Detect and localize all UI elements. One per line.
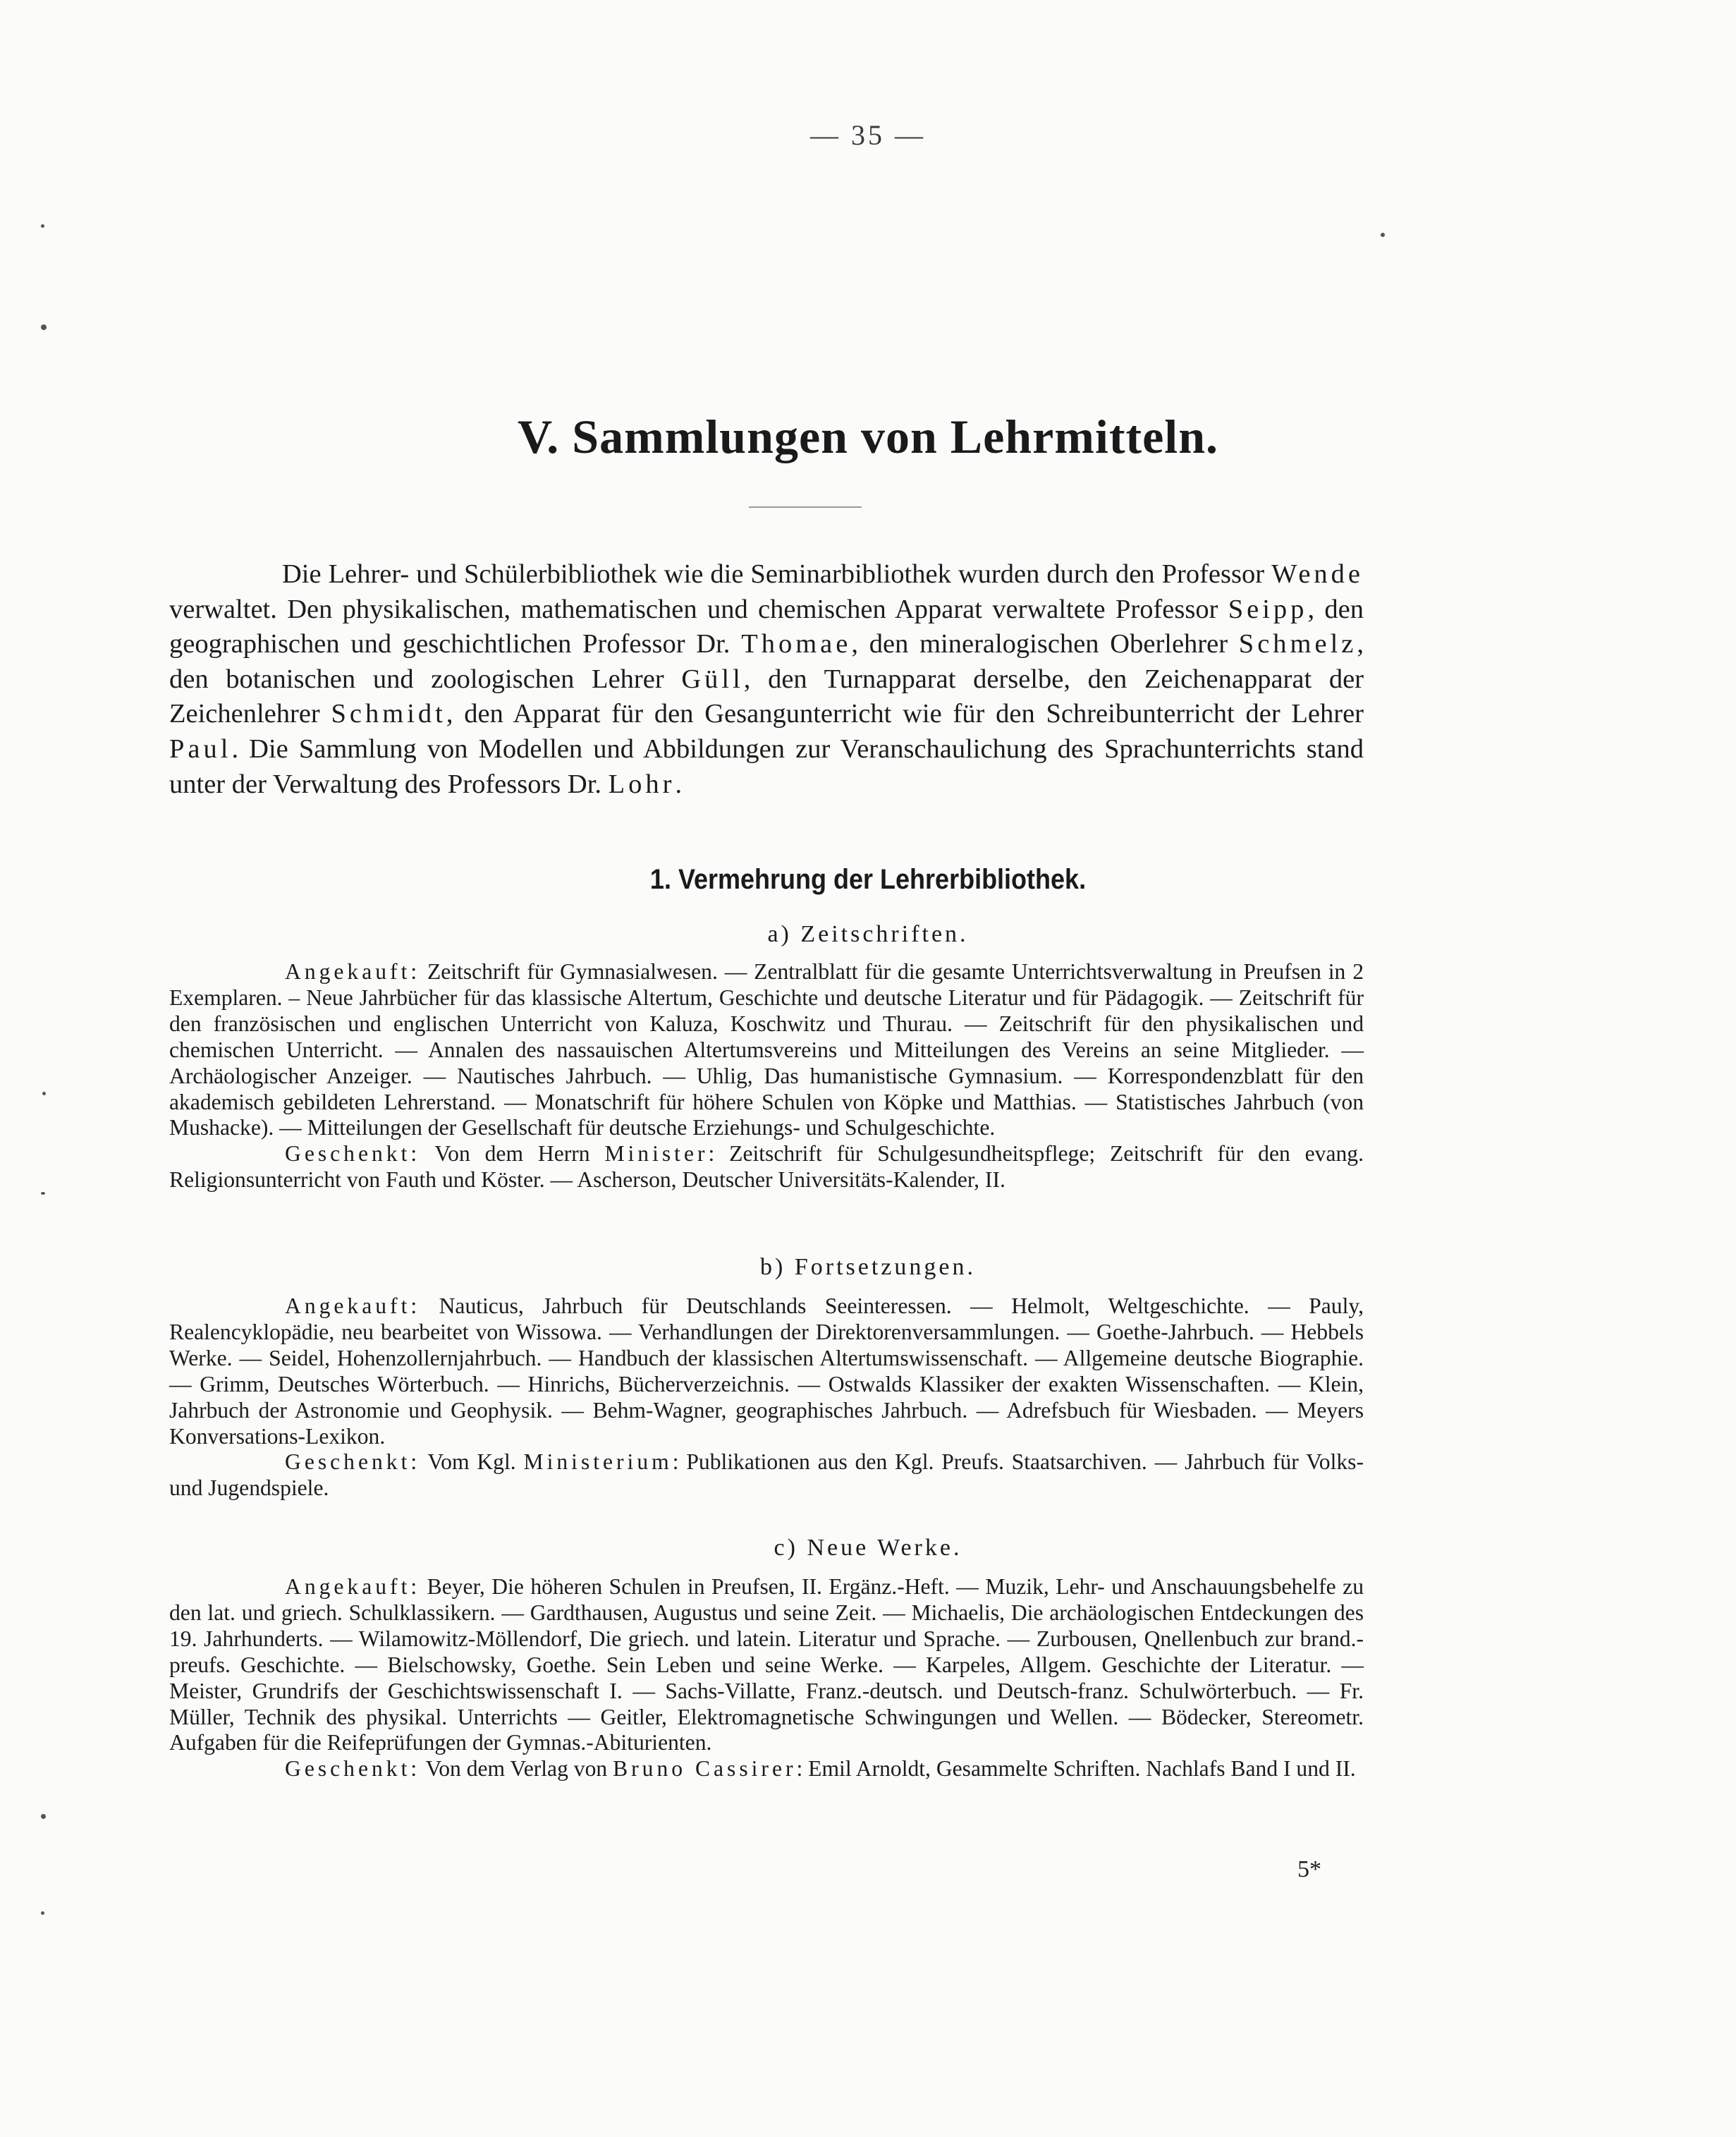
purchased-paragraph <box>169 959 1364 1141</box>
subsection-heading-b: b) Fortsetzungen. <box>760 1254 976 1280</box>
intro-paragraph <box>169 557 1364 802</box>
margin-speck <box>41 1192 45 1195</box>
person-name: Seipp <box>1228 594 1308 624</box>
margin-speck <box>41 1911 44 1915</box>
gift-text: Von dem Verlag von <box>420 1756 613 1782</box>
margin-speck <box>1381 233 1385 237</box>
gift-text: Von dem Herrn <box>420 1141 605 1167</box>
subsection-heading-a: a) Zeitschriften. <box>767 921 969 947</box>
gift-text: Vom Kgl. <box>420 1449 524 1475</box>
intro-text: , den mineralogischen Oberlehrer <box>851 629 1239 659</box>
person-name: Schmelz <box>1238 629 1357 659</box>
purchased-label: Angekauft: <box>285 1293 421 1318</box>
donor-name: Ministerium <box>523 1449 673 1475</box>
margin-speck <box>41 224 44 228</box>
intro-text: , den Apparat für den Gesangunterricht wie für den Schreibunterricht der Lehrer <box>446 699 1364 729</box>
sheet-signature: 5* <box>1297 1856 1321 1882</box>
gift-paragraph <box>169 1141 1364 1193</box>
chapter-title: V. Sammlungen von Lehrmitteln. <box>517 410 1219 463</box>
purchased-text: Zeitschrift für Gymnasialwesen. — Zentralblatt für die gesamte Unterrichtsverwaltung in Preufsen in 2 Exemplaren. – Neue Jahrbücher für das klassische Altertum, Geschichte und deutsche Literatur und für Pädagogik. — Zeitschrift für den französischen und englischen Unterricht von Kaluza, Koschwitz und Thurau. — Zeitschrift für den physikalischen und chemischen Unterricht. — Annalen des nassauischen Altertumsvereins und Mitteilungen des Vereins an seine Mitglieder. — Archäologischer Anzeiger. — Nautisches Jahrbuch. — Uhlig, Das humanistische Gymnasium. — Korrespondenzblatt für den akademisch gebildeten Lehrerstand. — Monatschrift für höhere Schulen von Köpke und Matthias. — Statistisches Jahrbuch (von Mushacke). — Mitteilungen der Gesellschaft für deutsche Erziehungs- und Schulgeschichte. <box>169 959 1364 1140</box>
gift-paragraph <box>169 1756 1364 1782</box>
page-number: — 35 — <box>810 119 926 151</box>
intro-text: . Die Sammlung von Modellen und Abbildungen zur Veranschaulichung des Sprachunterrichts stand unter der Verwaltung des Professors Dr. <box>169 733 1364 799</box>
purchased-paragraph <box>169 1293 1364 1449</box>
gift-text: : Zeitschrift für Schulgesundheitspflege; Zeitschrift für den evang. Religionsunterricht von Fauth und Köster. — Ascherson, Deutscher Universitäts-Kalender, II. <box>169 1141 1364 1193</box>
margin-speck <box>42 1092 46 1095</box>
gift-label: Geschenkt: <box>285 1141 421 1167</box>
person-name: Güll <box>681 664 744 694</box>
subsection-a-body <box>169 959 1364 1193</box>
intro-text: . <box>675 769 683 799</box>
intro-text: Die Lehrer- und Schülerbibliothek wie die Seminarbibliothek wurden durch den Professor <box>282 559 1272 589</box>
margin-speck <box>41 1814 46 1819</box>
person-name: Paul <box>169 733 232 764</box>
intro-text: verwaltet. Den physikalischen, mathematischen und chemischen Apparat verwaltete Professor <box>169 594 1228 624</box>
person-name: Thomae <box>741 629 852 659</box>
gift-label: Geschenkt: <box>285 1449 421 1475</box>
subsection-heading-c: c) Neue Werke. <box>774 1535 962 1561</box>
purchased-text: Nauticus, Jahrbuch für Deutschlands Seeinteressen. — Helmolt, Weltgeschichte. — Pauly, Realencyklopädie, neu bearbeitet von Wissowa. — Verhandlungen der Direktorenversammlungen. — Goethe-Jahrbuch. — Hebbels Werke. — Seidel, Hohenzollernjahrbuch. — Handbuch der klassischen Altertumswissenschaft. — Allgemeine deutsche Biographie. — Grimm, Deutsches Wörterbuch. — Hinrichs, Bücherverzeichnis. — Ostwalds Klassiker der exakten Wissenschaften. — Klein, Jahrbuch der Astronomie und Geophysik. — Behm-Wagner, geographisches Jahrbuch. — Adrefsbuch für Wiesbaden. — Meyers Konversations-Lexikon. <box>169 1293 1364 1449</box>
purchased-text: Beyer, Die höheren Schulen in Preufsen, II. Ergänz.-Heft. — Muzik, Lehr- und Anschauungsbehelfe zu den lat. und griech. Schulklassikern. — Gardthausen, Augustus und seine Zeit. — Michaelis, Die archäologischen Entdeckungen des 19. Jahrhunderts. — Wilamowitz-Möllendorf, Die griech. und latein. Literatur und Sprache. — Zurbousen, Qnellenbuch zur brand.-preufs. Geschichte. — Bielschowsky, Goethe. Sein Leben und seine Werke. — Karpeles, Allgem. Geschichte der Literatur. — Meister, Grundrifs der Geschichtswissenschaft I. — Sachs-Villatte, Franz.-deutsch. und Deutsch-franz. Schulwörterbuch. — Fr. Müller, Technik des physikal. Unterrichts — Geitler, Elektromagnetische Schwingungen und Wellen. — Bödecker, Stereometr. Aufgaben für die Reifeprüfungen der Gymnas.-Abiturienten. <box>169 1574 1364 1755</box>
gift-paragraph <box>169 1449 1364 1502</box>
title-divider <box>749 506 862 508</box>
section-heading: 1. Vermehrung der Lehrerbibliothek. <box>649 864 1087 895</box>
intro-text: , den Turnapparat derselbe, den Zeichenapparat der Zeichenlehrer <box>169 664 1364 729</box>
subsection-c-body <box>169 1574 1364 1782</box>
person-name: Schmidt <box>331 699 446 729</box>
purchased-label: Angekauft: <box>285 959 421 984</box>
intro-text: , den botanischen und zoologischen Lehrer <box>169 629 1364 694</box>
donor-name: Minister <box>604 1141 709 1167</box>
gift-text: : Emil Arnoldt, Gesammelte Schriften. Nachlafs Band I und II. <box>796 1756 1356 1782</box>
person-name: Lohr <box>608 769 676 799</box>
gift-label: Geschenkt: <box>285 1756 421 1782</box>
intro-text: , den geographischen und geschichtlichen Professor Dr. <box>169 594 1364 659</box>
gift-text: : Publikationen aus den Kgl. Preufs. Staatsarchiven. — Jahrbuch für Volks- und Jugendspiele. <box>169 1449 1364 1501</box>
person-name: Wende <box>1271 559 1364 589</box>
donor-name: Bruno Cassirer <box>613 1756 797 1782</box>
purchased-paragraph <box>169 1574 1364 1756</box>
margin-speck <box>41 324 47 330</box>
purchased-label: Angekauft: <box>285 1574 421 1599</box>
subsection-b-body <box>169 1293 1364 1502</box>
